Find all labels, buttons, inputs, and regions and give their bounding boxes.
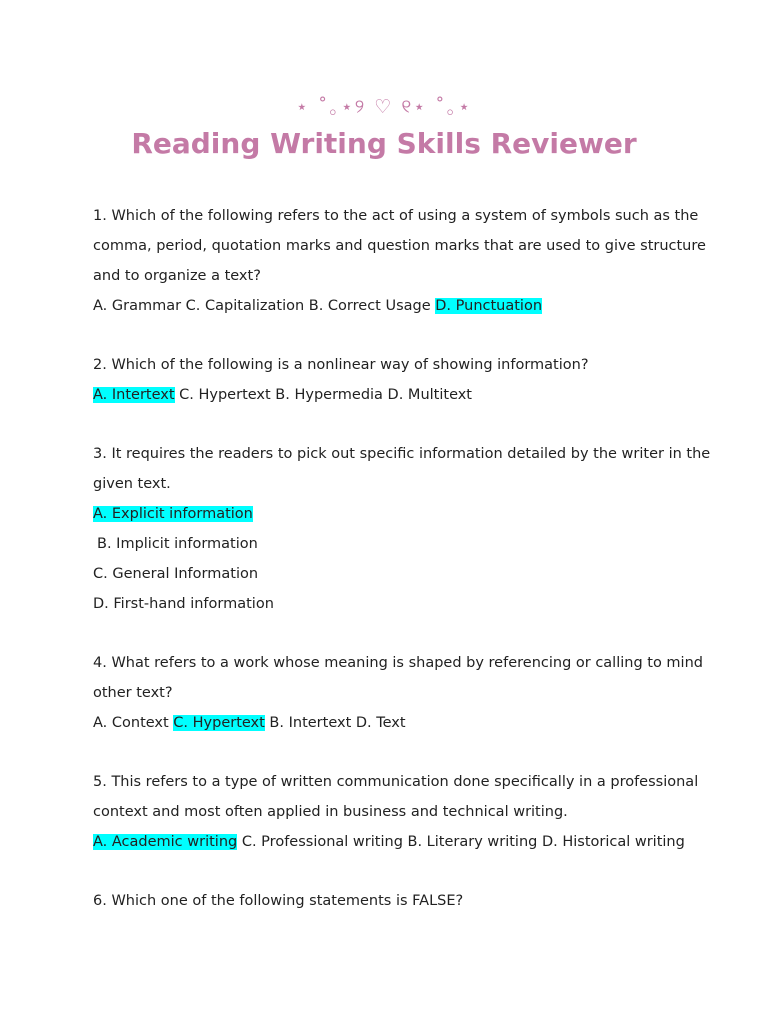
question-3 (93, 439, 711, 619)
question-4-prompt-line-2: other text? (93, 685, 173, 701)
question-2 (93, 350, 678, 410)
question-4-options-text-after: B. Intertext D. Text (264, 715, 406, 731)
question-6-prompt-line-1: 6. Which one of the following statements is FALSE? (93, 893, 464, 909)
question-1-prompt-line-2: comma, period, quotation marks and question marks that are used to give structure (93, 238, 706, 254)
question-4-options (93, 708, 678, 738)
question-4-options-text-before: A. Context (93, 715, 174, 731)
question-5-answer-highlight: A. Academic writing (93, 834, 238, 850)
question-2-options (93, 380, 678, 410)
question-3-prompt-line-2: given text. (93, 476, 171, 492)
question-1-prompt-line-1: 1. Which of the following refers to the act of using a system of symbols such as the (93, 208, 699, 224)
question-list (93, 201, 711, 945)
question-3-option-b: B. Implicit information (97, 536, 258, 552)
question-2-prompt-line-1: 2. Which of the following is a nonlinear way of showing information? (93, 357, 589, 373)
question-3-answer-highlight: A. Explicit information (93, 506, 253, 522)
question-5-prompt-line-2: context and most often applied in business and technical writing. (93, 804, 568, 820)
question-1 (93, 201, 706, 321)
question-1-answer-highlight: D. Punctuation (435, 298, 543, 314)
question-1-prompt-line-3: and to organize a text? (93, 268, 261, 284)
question-1-options-text: A. Grammar C. Capitalization B. Correct Usage (93, 298, 436, 314)
question-5 (93, 767, 699, 857)
question-4-prompt-line-1: 4. What refers to a work whose meaning is shaped by referencing or calling to mind (93, 655, 703, 671)
question-5-options-text: C. Professional writing B. Literary writing D. Historical writing (237, 834, 685, 850)
question-2-options-text: C. Hypertext B. Hypermedia D. Multitext (174, 387, 472, 403)
question-3-prompt-line-1: 3. It requires the readers to pick out specific information detailed by the writer in the (93, 446, 711, 462)
question-2-answer-highlight: A. Intertext (93, 387, 175, 403)
decorative-ornament: ⋆ ˚｡⋆୨ ♡ ୧⋆ ˚｡⋆ (295, 96, 473, 118)
question-4 (93, 648, 703, 738)
question-4-answer-highlight: C. Hypertext (173, 715, 265, 731)
question-1-options (93, 291, 678, 321)
question-5-prompt-line-1: 5. This refers to a type of written communication done specifically in a professional (93, 774, 699, 790)
question-3-option-c: C. General Information (93, 566, 259, 582)
page-title: Reading Writing Skills Reviewer (131, 127, 637, 160)
question-3-option-a (93, 499, 678, 529)
question-5-options (93, 827, 685, 857)
question-3-option-d: D. First-hand information (93, 596, 274, 612)
question-6 (93, 886, 678, 916)
